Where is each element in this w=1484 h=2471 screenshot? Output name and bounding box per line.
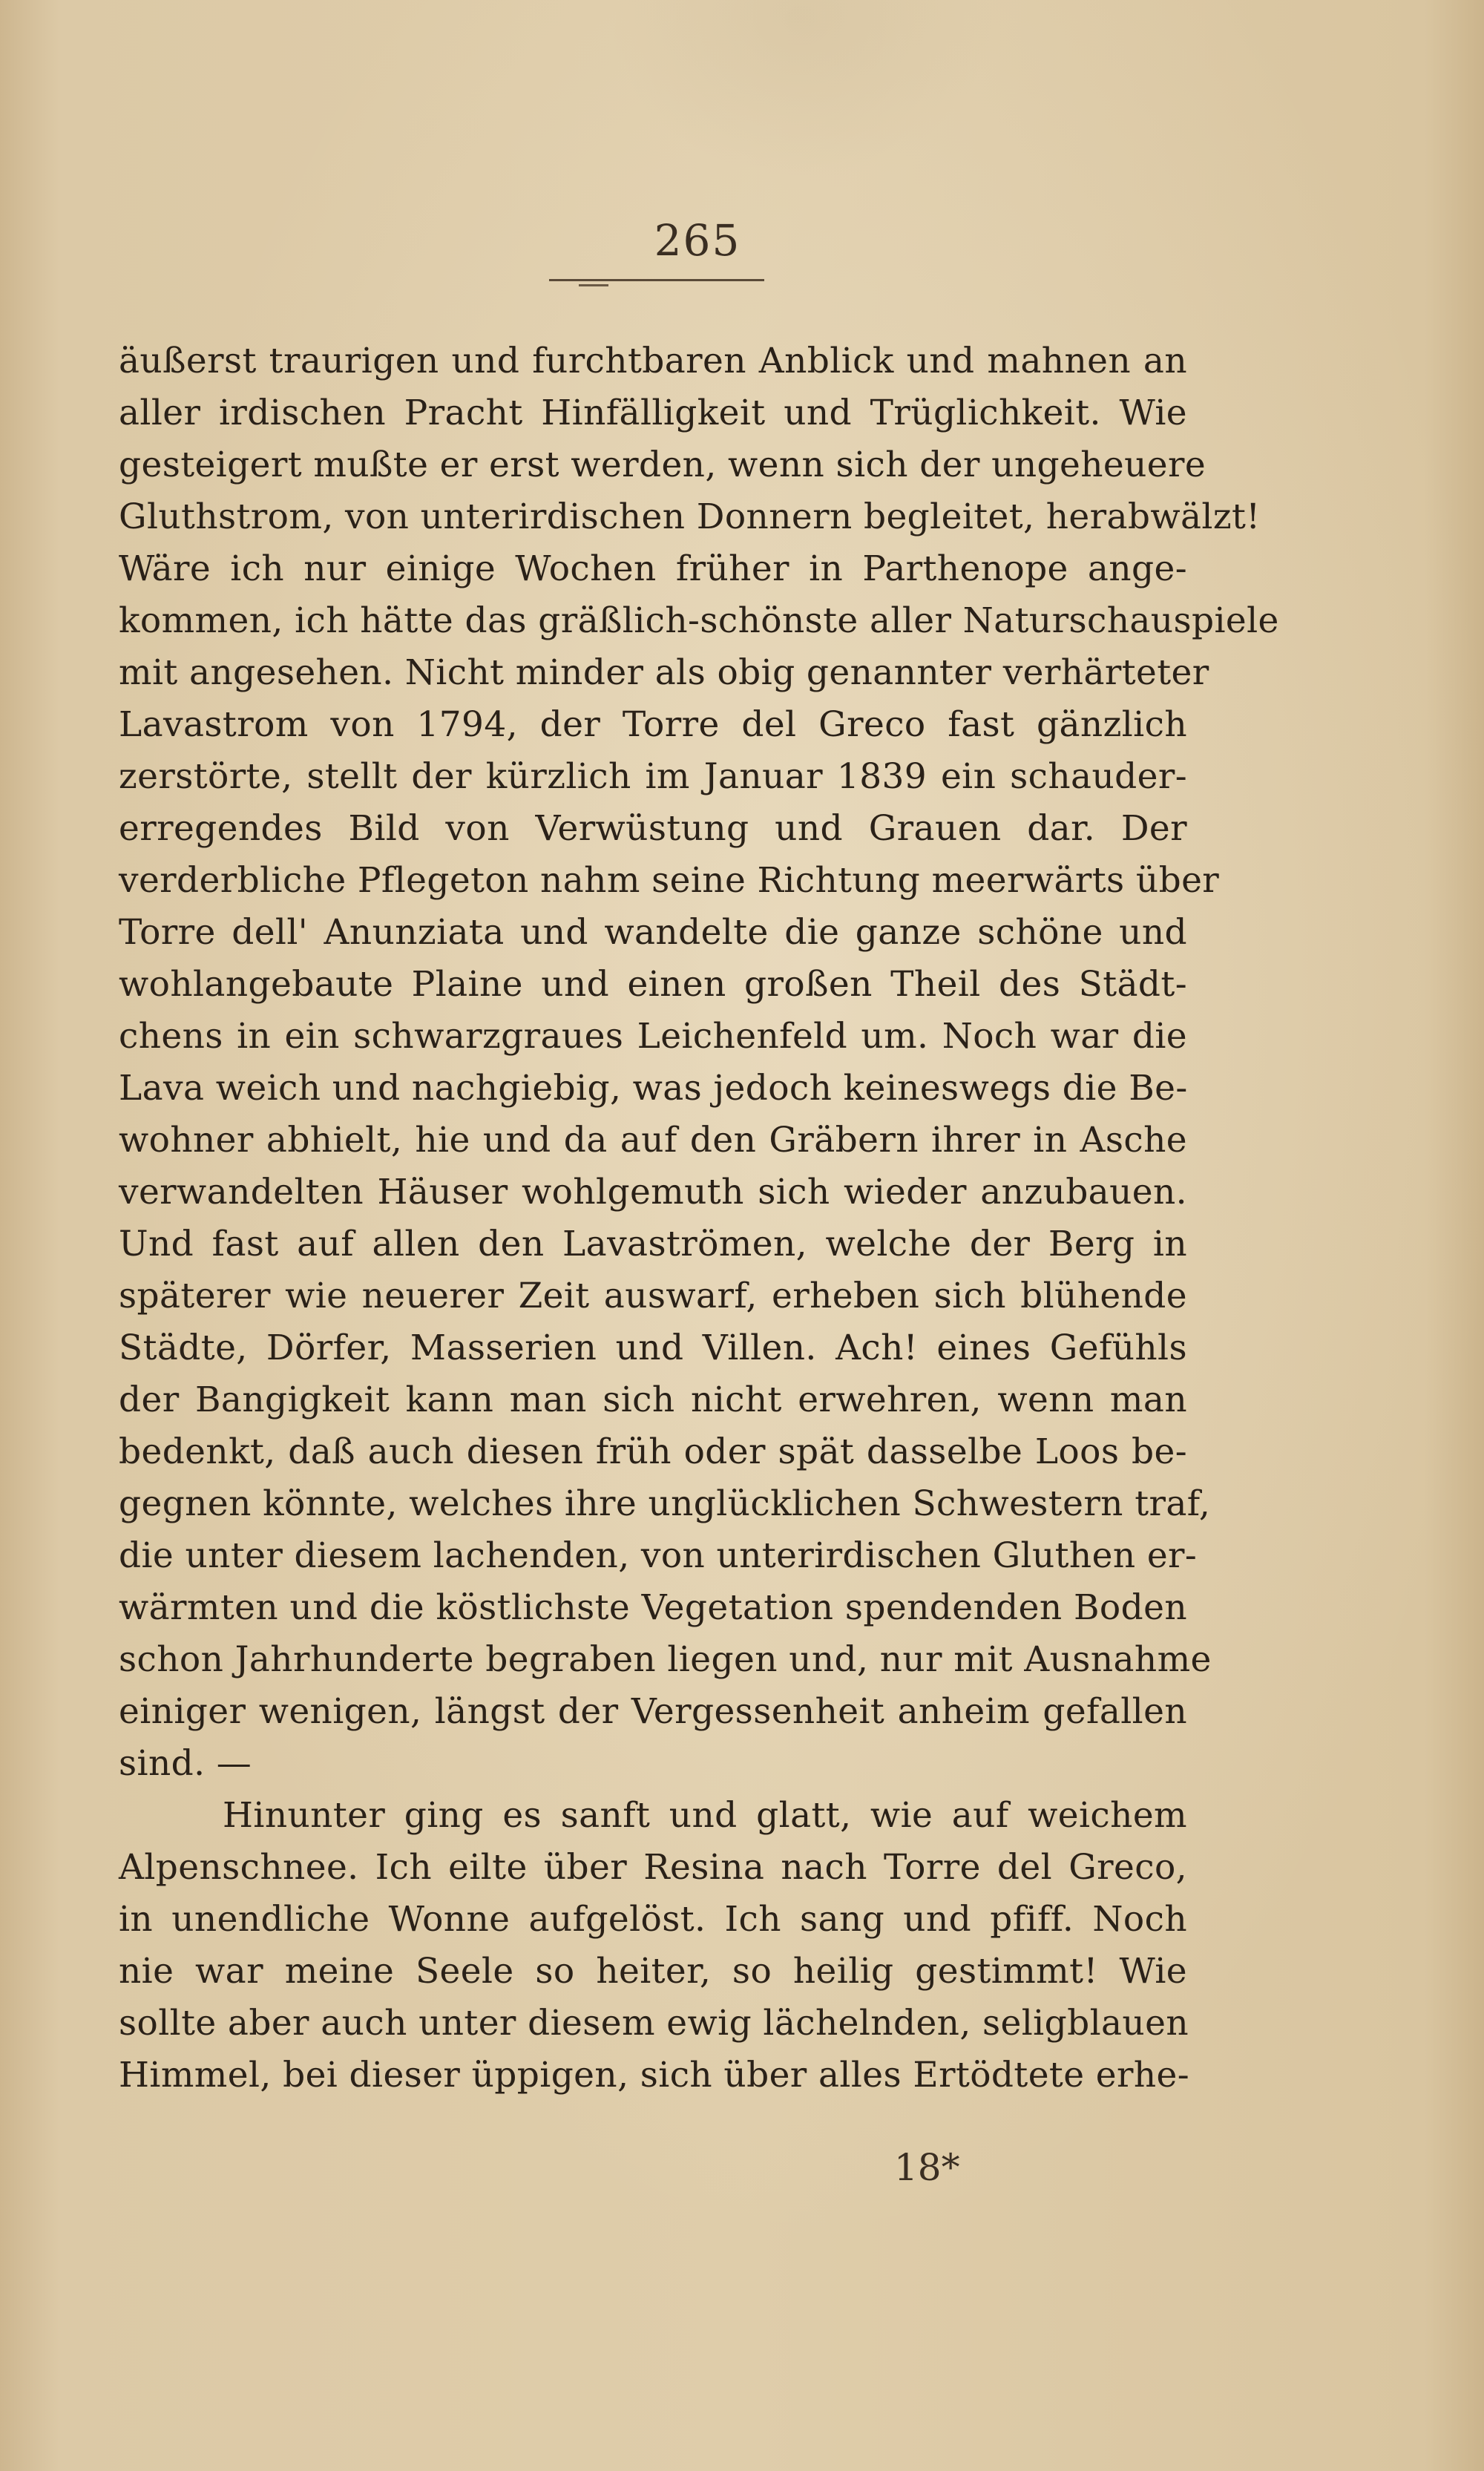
paper-stain bbox=[608, 0, 994, 178]
text-line: verderbliche Pflegeton nahm seine Richtung meerwärts über bbox=[119, 860, 1220, 901]
text-line: sollte aber auch unter diesem ewig lächelnden, seligblauen bbox=[119, 2003, 1189, 2044]
text-line: der Bangigkeit kann man sich nicht erwehren, wenn man bbox=[119, 1379, 1187, 1420]
text-line: erregendes Bild von Verwüstung und Grauen dar. Der bbox=[119, 808, 1187, 849]
text-line: Wäre ich nur einige Wochen früher in Parthenope ange- bbox=[119, 548, 1187, 589]
text-line: Torre dell' Anunziata und wandelte die ganze schöne und bbox=[119, 912, 1187, 953]
text-line: die unter diesem lachenden, von unterirdischen Gluthen er- bbox=[119, 1535, 1198, 1576]
text-line: verwandelten Häuser wohlgemuth sich wieder anzubauen. bbox=[119, 1172, 1187, 1212]
text-line: aller irdischen Pracht Hinfälligkeit und Trüglichkeit. Wie bbox=[119, 393, 1187, 433]
text-line: Städte, Dörfer, Masserien und Villen. Ach! eines Gefühls bbox=[119, 1328, 1187, 1368]
body-text bbox=[119, 335, 1279, 2101]
printer-signature-mark: 18* bbox=[894, 2146, 960, 2189]
text-line: zerstörte, stellt der kürzlich im Januar 1839 ein schauder- bbox=[119, 756, 1187, 797]
text-line: nie war meine Seele so heiter, so heilig gestimmt! Wie bbox=[119, 1951, 1187, 1992]
text-line: wohner abhielt, hie und da auf den Gräbern ihrer in Asche bbox=[119, 1120, 1187, 1161]
text-line: Himmel, bei dieser üppigen, sich über alles Ertödtete erhe- bbox=[119, 2055, 1190, 2096]
text-line: wärmten und die köstlichste Vegetation spendenden Boden bbox=[119, 1587, 1187, 1628]
header-rule-ornament bbox=[579, 284, 608, 286]
text-line: bedenkt, daß auch diesen früh oder spät dasselbe Loos be- bbox=[119, 1431, 1187, 1472]
text-line: wohlangebaute Plaine und einen großen Theil des Städt- bbox=[119, 964, 1187, 1005]
text-line: schon Jahrhunderte begraben liegen und, nur mit Ausnahme bbox=[119, 1639, 1212, 1680]
text-line: gesteigert mußte er erst werden, wenn sich der ungeheuere bbox=[119, 444, 1206, 485]
header-rule bbox=[549, 279, 764, 281]
text-line: sind. — bbox=[119, 1743, 252, 1784]
text-line: Hinunter ging es sanft und glatt, wie auf weichem bbox=[223, 1795, 1187, 1836]
text-line: in unendliche Wonne aufgelöst. Ich sang und pfiff. Noch bbox=[119, 1899, 1187, 1940]
text-line: mit angesehen. Nicht minder als obig genannter verhärteter bbox=[119, 652, 1209, 693]
text-line: späterer wie neuerer Zeit auswarf, erheben sich blühende bbox=[119, 1276, 1187, 1316]
text-line: einiger wenigen, längst der Vergessenheit anheim gefallen bbox=[119, 1691, 1187, 1732]
text-line: Und fast auf allen den Lavaströmen, welche der Berg in bbox=[119, 1224, 1187, 1264]
page-number: 265 bbox=[654, 215, 741, 266]
text-line: Alpenschnee. Ich eilte über Resina nach Torre del Greco, bbox=[119, 1847, 1187, 1888]
text-line: Lava weich und nachgiebig, was jedoch keineswegs die Be- bbox=[119, 1068, 1188, 1109]
text-line: äußerst traurigen und furchtbaren Anblick und mahnen an bbox=[119, 341, 1187, 381]
text-line: chens in ein schwarzgraues Leichenfeld um. Noch war die bbox=[119, 1016, 1187, 1057]
text-line: Gluthstrom, von unterirdischen Donnern begleitet, herabwälzt! bbox=[119, 496, 1261, 537]
text-line: gegnen könnte, welches ihre unglücklichen Schwestern traf, bbox=[119, 1483, 1211, 1524]
text-line: kommen, ich hätte das gräßlich-schönste aller Naturschauspiele bbox=[119, 600, 1279, 641]
text-line: Lavastrom von 1794, der Torre del Greco fast gänzlich bbox=[119, 704, 1187, 745]
